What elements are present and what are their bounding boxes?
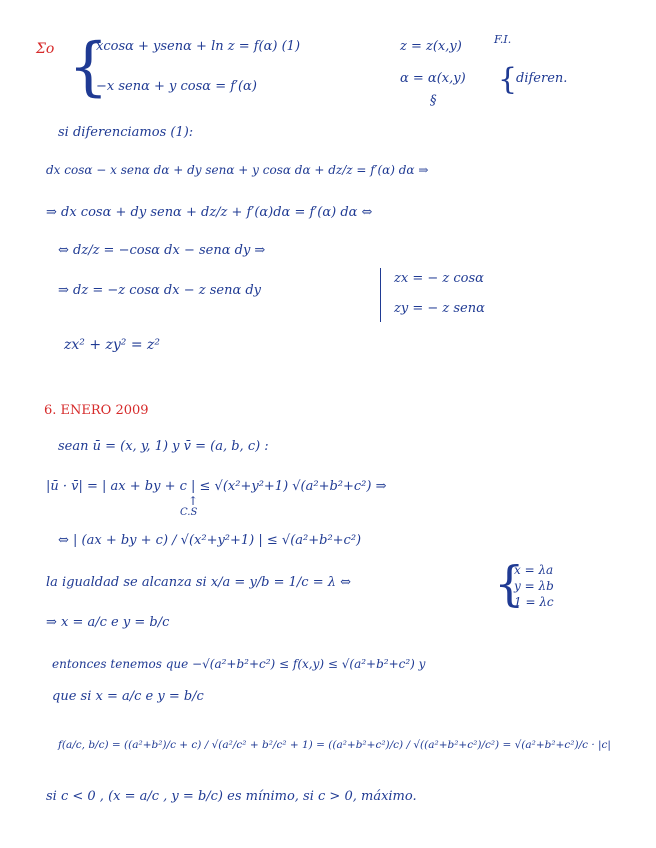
- normalized-inequality: ⇔ | (ax + by + c) / √(x²+y²+1) | ≤ √(a²+b²+c²): [58, 533, 362, 548]
- point-condition: que si x = a/c e y = b/c: [52, 689, 204, 704]
- lambda-system-y: y = λb: [514, 579, 554, 593]
- step-simplified: ⇒ dx cosα + dy senα + dz/z + f′(α)dα = f′(α) dα ⇔: [46, 205, 373, 220]
- equality-condition: la igualdad se alcanza si x/a = y/b = 1/c = λ ⇔: [46, 575, 352, 590]
- system-brace: {: [68, 30, 109, 104]
- step-differential-expansion: dx cosα − x senα dα + dy senα + y cosα dα + dz/z = f′(α) dα ⇒: [46, 163, 429, 177]
- step-dz-over-z: ⇔ dz/z = −cosα dx − senα dy ⇒: [58, 243, 266, 258]
- system-equation-1: xcosα + ysenα + ln z = f(α) (1): [96, 39, 301, 54]
- step-differentiate-intro: si diferenciamos (1):: [58, 125, 194, 140]
- problem-title: 6. ENERO 2009: [44, 403, 149, 418]
- cauchy-schwarz-inequality: |ū · v̄| = | ax + by + c | ≤ √(x²+y²+1) √(a²+b²+c²) ⇒: [46, 479, 387, 494]
- final-identity: zx² + zy² = z²: [64, 337, 161, 353]
- differentiable-brace: {: [498, 62, 518, 97]
- function-definition-mark: §: [430, 93, 437, 108]
- vectors-definition: sean ū = (x, y, 1) y v̄ = (a, b, c) :: [58, 439, 269, 454]
- function-definition-tag: F.I.: [494, 33, 512, 46]
- partial-zx: zx = − z cosα: [394, 271, 484, 286]
- lambda-system-1: 1 = λc: [514, 595, 554, 609]
- system-equation-2: −x senα + y cosα = f′(α): [96, 79, 257, 94]
- lambda-system-brace: {: [494, 556, 525, 612]
- partials-bracket: [380, 268, 381, 322]
- function-definition-z: z = z(x,y): [400, 39, 462, 54]
- function-value-at-point: f(a/c, b/c) = ((a²+b²)/c + c) / √(a²/c² + b²/c² + 1) = ((a²+b²+c²)/c) / √((a²+b²+c²)/c²) = √(a²+b²+c²)/c · |c|: [58, 739, 611, 751]
- partial-zy: zy = − z senα: [394, 301, 485, 316]
- conclusion: si c < 0 , (x = a/c , y = b/c) es mínimo, si c > 0, máximo.: [46, 789, 417, 804]
- bounds-statement: entonces tenemos que −√(a²+b²+c²) ≤ f(x,y) ≤ √(a²+b²+c²) y: [52, 657, 426, 671]
- cauchy-schwarz-arrow: ↑: [188, 494, 199, 508]
- differentiable-note: diferen.: [516, 71, 568, 86]
- function-definition-alpha: α = α(x,y): [400, 71, 466, 86]
- cauchy-schwarz-label: C.S: [180, 507, 198, 518]
- step-dz: ⇒ dz = −z cosα dx − z senα dy: [58, 283, 262, 298]
- critical-point: ⇒ x = a/c e y = b/c: [46, 615, 170, 630]
- problem-number: Σo: [36, 41, 55, 57]
- lambda-system-x: x = λa: [514, 563, 554, 577]
